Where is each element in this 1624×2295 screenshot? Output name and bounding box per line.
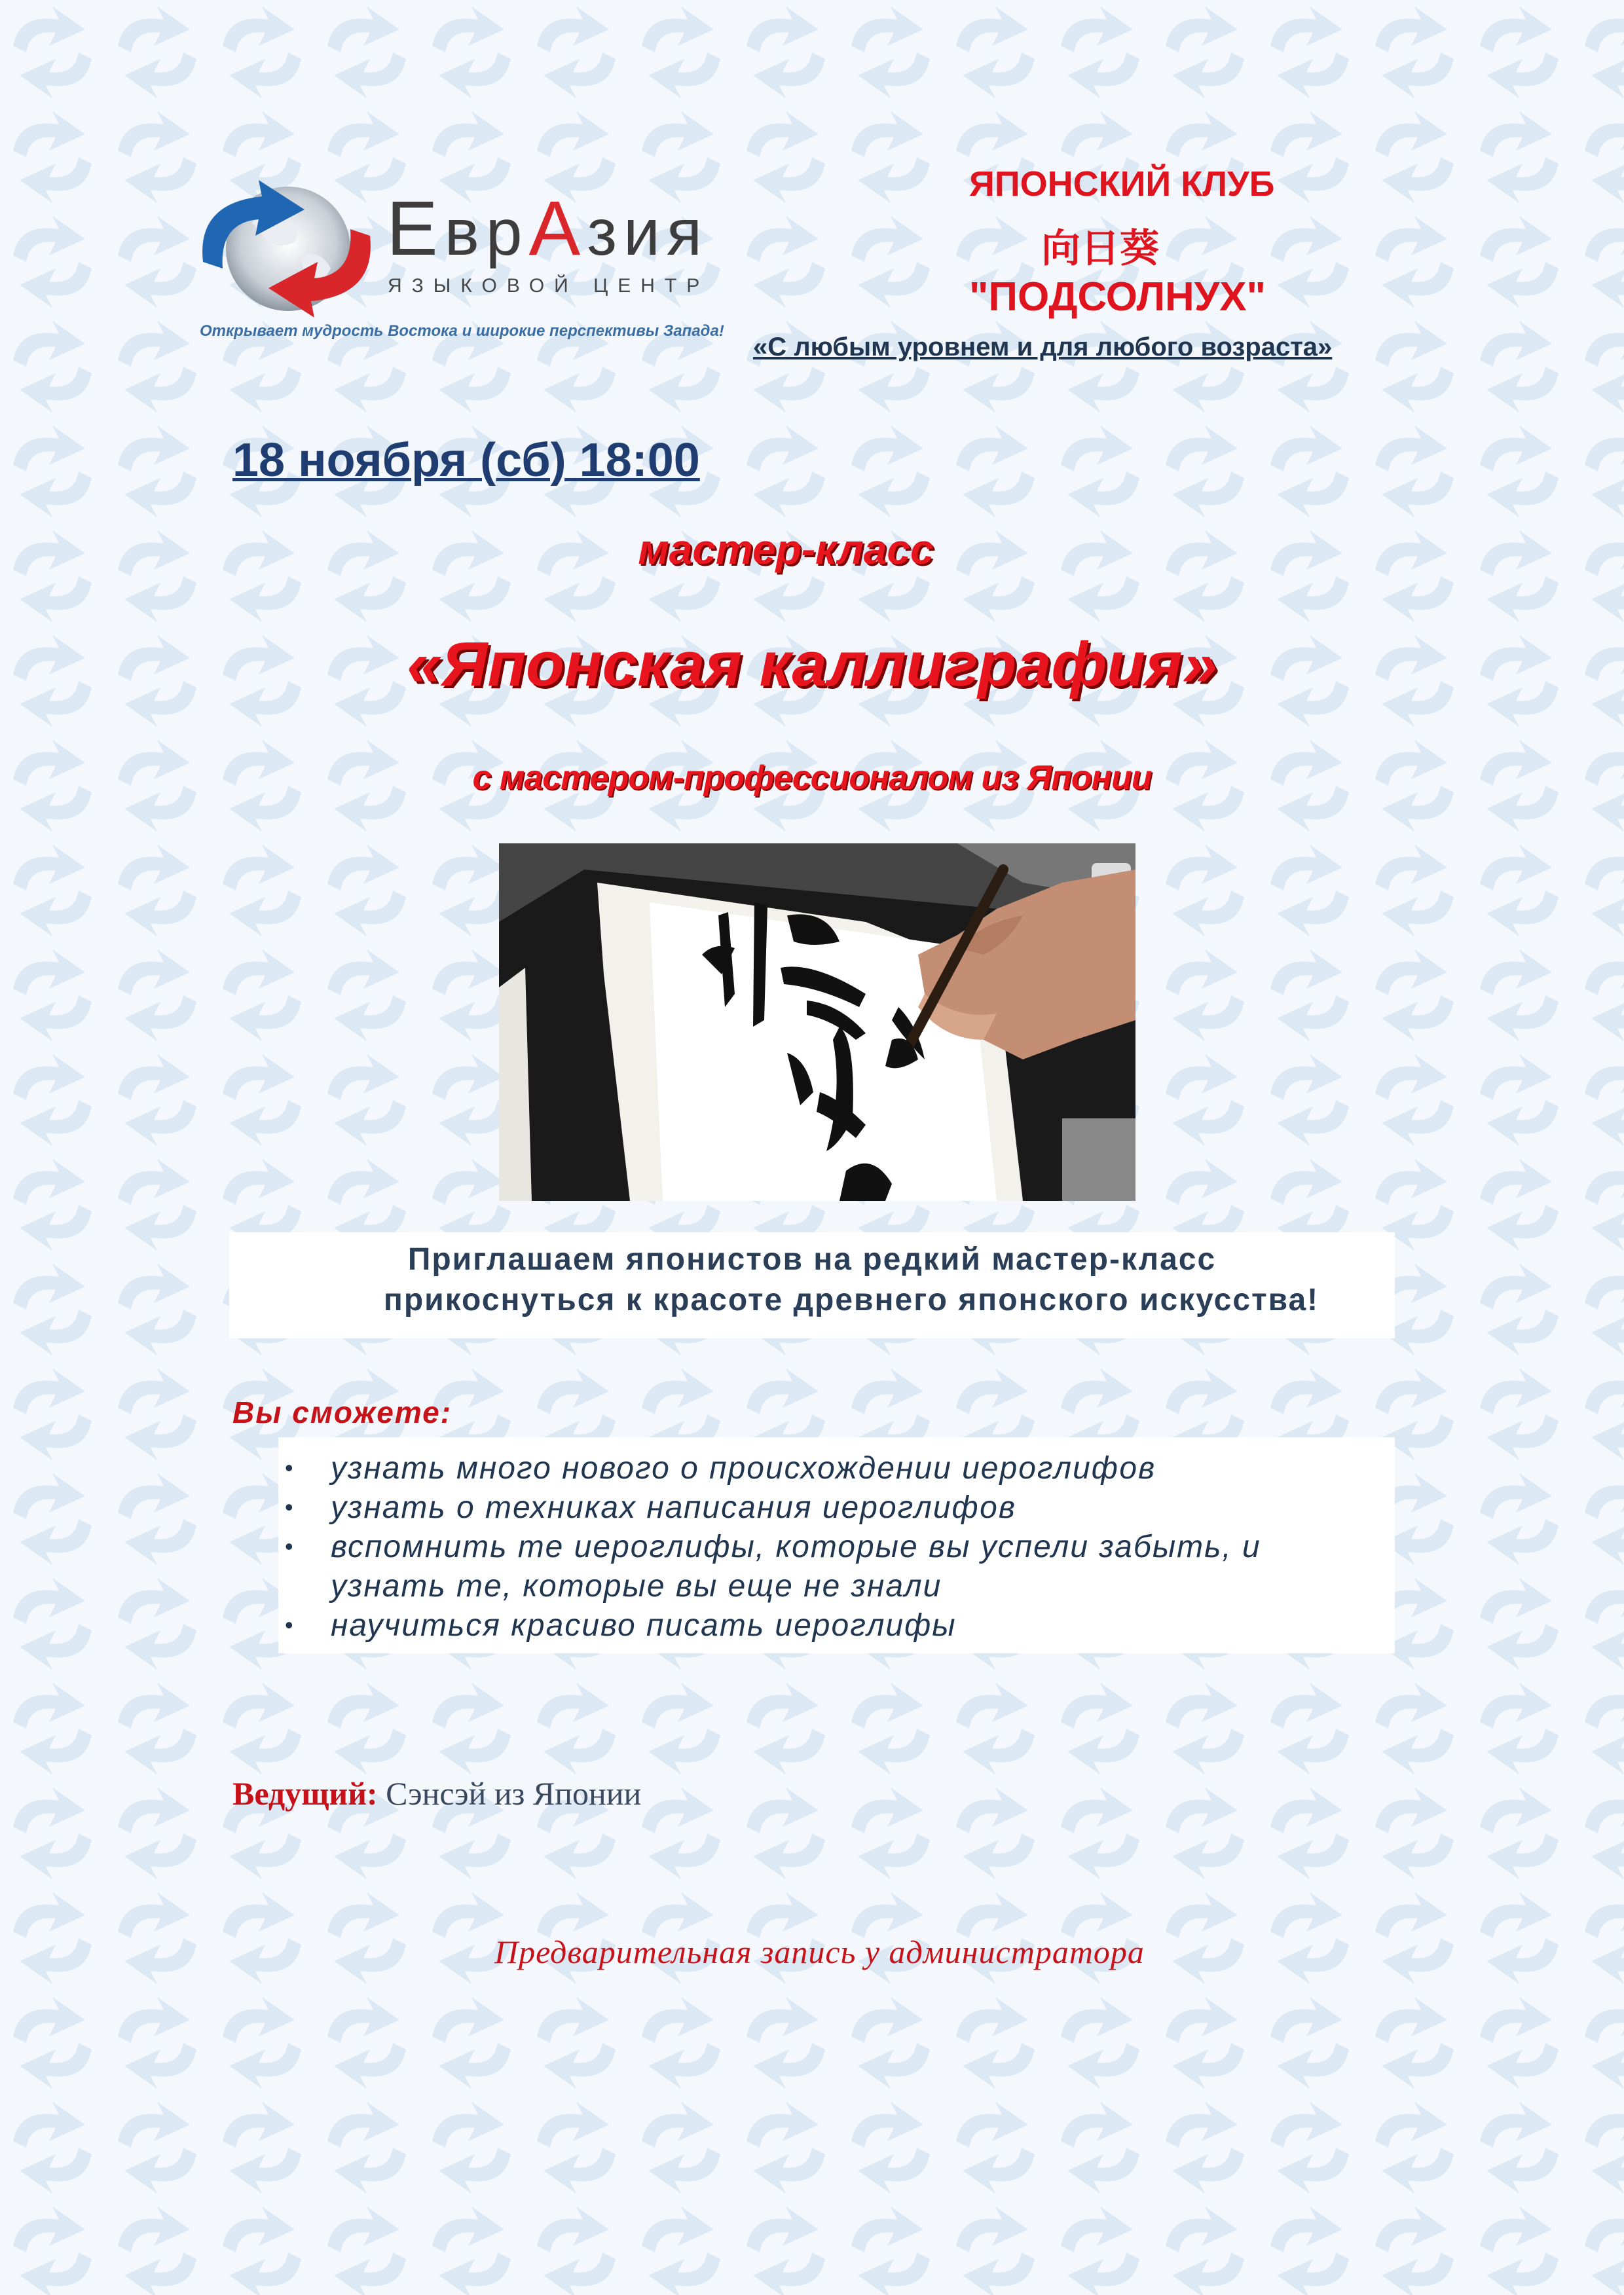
logo-subtitle: ЯЗЫКОВОЙ ЦЕНТР (388, 275, 710, 297)
invite-line-2: прикоснуться к красоте древнего японского искусства! (383, 1283, 1320, 1317)
logo-slogan: Открывает мудрость Востока и широкие перспективы Запада! (200, 322, 724, 340)
club-name: "ПОДСОЛНУХ" (969, 274, 1266, 320)
benefits-heading: Вы сможете: (232, 1395, 452, 1429)
event-title: «Японская каллиграфия» (407, 629, 1217, 699)
invite-line-1: Приглашаем японистов на редкий мастер-класс (407, 1242, 1217, 1277)
benefits-list: • узнать много нового о происхождении иероглифов • узнать о техниках написания иероглифов • вспомнить те иероглифы, которые вы успели забыть, и узнать те, которые вы еще не знали • научиться красиво писать иероглифы (278, 1437, 1395, 1653)
host-label: Ведущий: (232, 1775, 378, 1812)
bullet-icon: • (285, 1611, 295, 1638)
host-value: Сэнсэй из Японии (386, 1775, 642, 1812)
bullet-icon: • (285, 1454, 295, 1481)
calligraphy-photo (499, 843, 1135, 1201)
event-type: мастер-класс (638, 526, 934, 573)
bullet-icon: • (285, 1494, 295, 1520)
club-kanji: 向日葵 (1041, 227, 1159, 270)
host-line (232, 1774, 641, 1812)
eurasia-logo (190, 177, 766, 354)
event-subtitle: с мастером-профессионалом из Японии (472, 759, 1152, 797)
club-motto: «С любым уровнем и для любого возраста» (753, 333, 1333, 361)
logo-title: ЕврАзия (386, 185, 709, 272)
invite-text (229, 1232, 1395, 1338)
globe-arrows-icon (190, 177, 380, 321)
club-title: ЯПОНСКИЙ КЛУБ (969, 164, 1275, 204)
registration-note: Предварительная запись у администратора (494, 1934, 1145, 1970)
event-date: 18 ноября (сб) 18:00 (232, 434, 700, 487)
bullet-icon: • (285, 1533, 295, 1560)
